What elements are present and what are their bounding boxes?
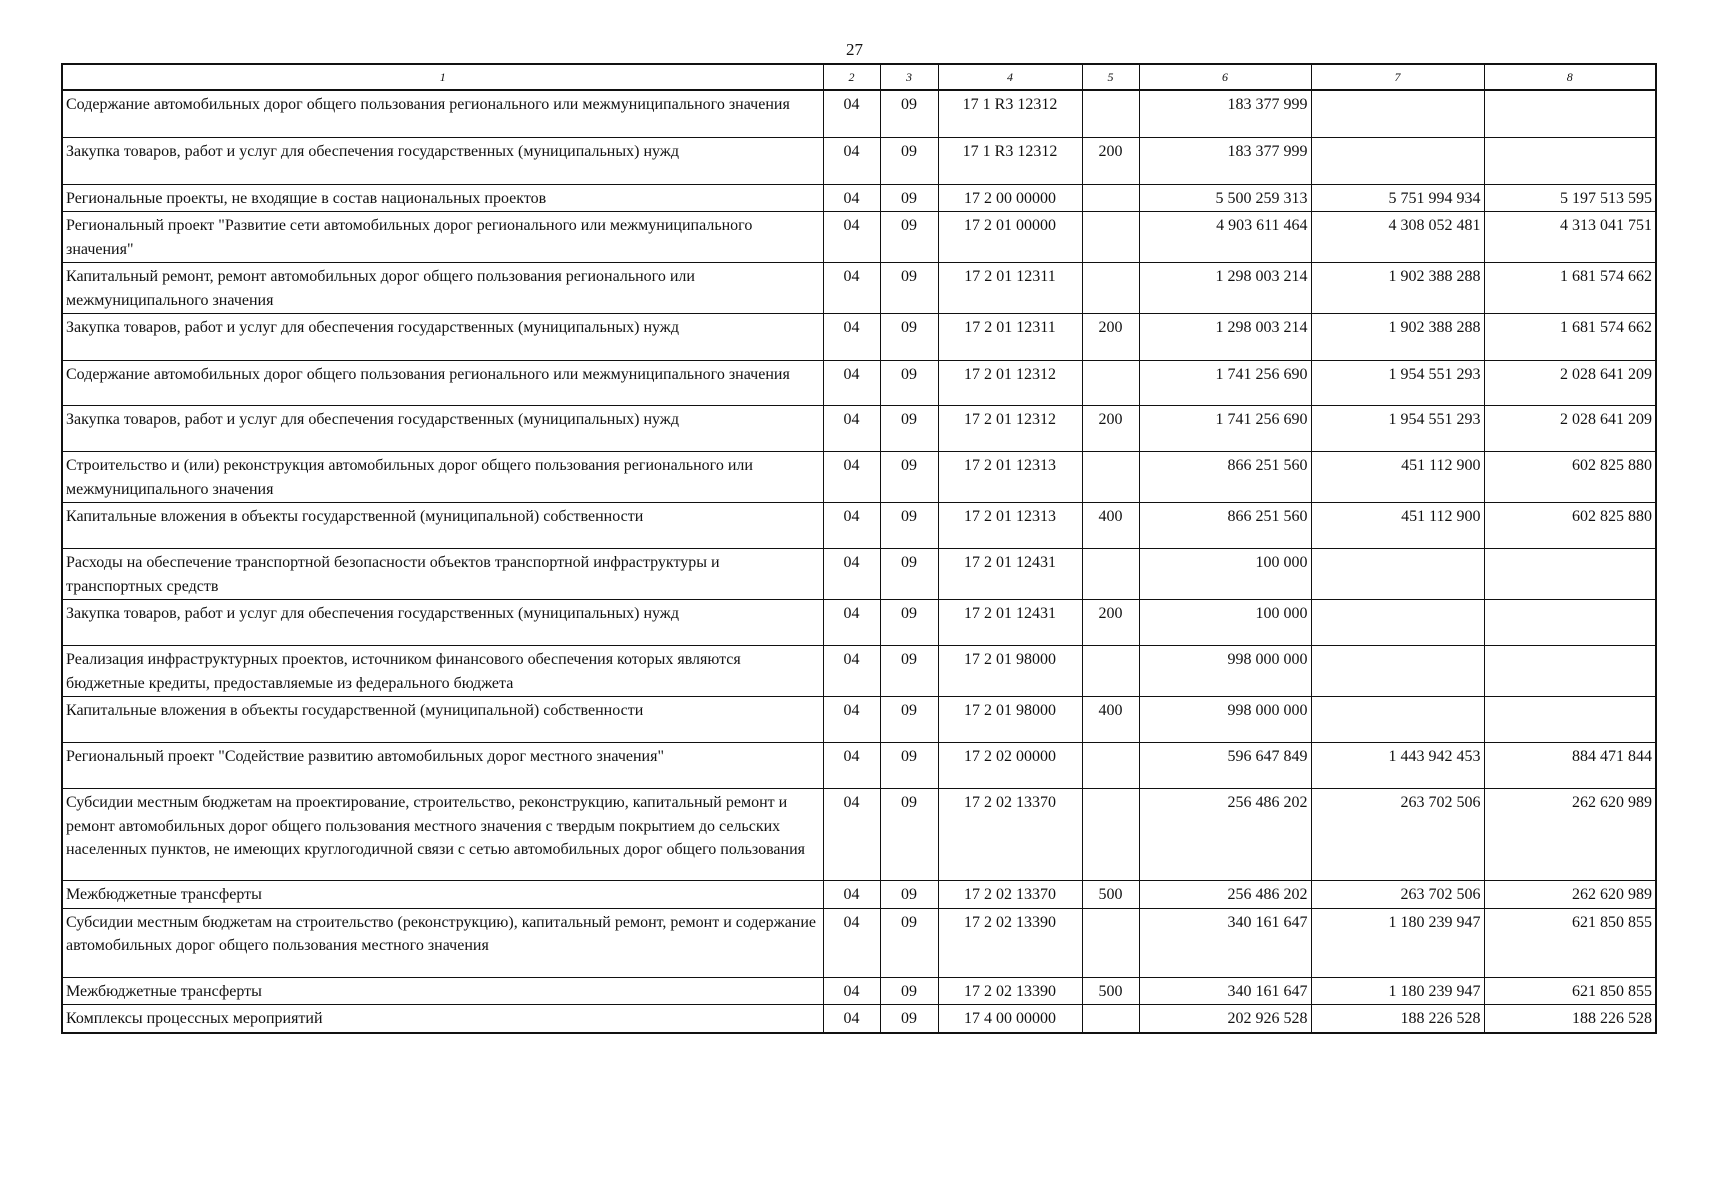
row-subsection: 09: [880, 314, 938, 361]
row-target-code: 17 2 01 12313: [938, 503, 1082, 549]
row-expense-type: [1082, 1005, 1139, 1033]
row-amount-8: 621 850 855: [1484, 908, 1656, 977]
row-section: 04: [823, 263, 880, 314]
row-target-code: 17 4 00 00000: [938, 1005, 1082, 1033]
row-subsection: 09: [880, 646, 938, 697]
row-amount-8: [1484, 646, 1656, 697]
row-subsection: 09: [880, 263, 938, 314]
table-row: [62, 600, 1656, 646]
row-amount-7: 1 902 388 288: [1311, 314, 1484, 361]
table-row: [62, 361, 1656, 406]
table-row: [62, 646, 1656, 697]
row-amount-7: 1 443 942 453: [1311, 743, 1484, 789]
column-header: 6: [1139, 64, 1311, 90]
row-subsection: 09: [880, 1005, 938, 1033]
row-section: 04: [823, 314, 880, 361]
row-amount-6: 1 298 003 214: [1139, 314, 1311, 361]
row-amount-7: [1311, 646, 1484, 697]
row-expense-type: 500: [1082, 881, 1139, 909]
row-target-code: 17 2 00 00000: [938, 184, 1082, 212]
row-expense-type: [1082, 789, 1139, 881]
row-amount-7: 1 180 239 947: [1311, 977, 1484, 1005]
row-section: 04: [823, 90, 880, 137]
row-amount-8: [1484, 137, 1656, 184]
row-amount-7: 451 112 900: [1311, 503, 1484, 549]
row-amount-6: 256 486 202: [1139, 881, 1311, 909]
column-header: 3: [880, 64, 938, 90]
row-section: 04: [823, 1005, 880, 1033]
row-target-code: 17 2 02 13390: [938, 977, 1082, 1005]
column-header: 8: [1484, 64, 1656, 90]
table-row: [62, 908, 1656, 977]
row-name: Строительство и (или) реконструкция автомобильных дорог общего пользования регионального или межмуниципального значения: [62, 452, 823, 503]
row-subsection: 09: [880, 743, 938, 789]
budget-table: [61, 63, 1657, 1034]
row-amount-6: 340 161 647: [1139, 908, 1311, 977]
row-target-code: 17 2 01 12431: [938, 600, 1082, 646]
row-target-code: 17 2 02 13370: [938, 789, 1082, 881]
row-target-code: 17 2 01 12311: [938, 263, 1082, 314]
row-subsection: 09: [880, 212, 938, 263]
table-row: [62, 977, 1656, 1005]
row-target-code: 17 1 R3 12312: [938, 90, 1082, 137]
row-amount-6: 998 000 000: [1139, 697, 1311, 743]
row-amount-7: 263 702 506: [1311, 881, 1484, 909]
row-amount-6: 183 377 999: [1139, 90, 1311, 137]
row-subsection: 09: [880, 90, 938, 137]
row-amount-8: 5 197 513 595: [1484, 184, 1656, 212]
row-expense-type: [1082, 452, 1139, 503]
row-subsection: 09: [880, 184, 938, 212]
page-number: 27: [846, 40, 863, 59]
row-amount-8: 188 226 528: [1484, 1005, 1656, 1033]
row-amount-7: 1 954 551 293: [1311, 406, 1484, 452]
row-section: 04: [823, 881, 880, 909]
row-amount-6: 100 000: [1139, 549, 1311, 600]
table-row: [62, 90, 1656, 137]
row-subsection: 09: [880, 452, 938, 503]
row-subsection: 09: [880, 406, 938, 452]
row-subsection: 09: [880, 977, 938, 1005]
row-amount-8: 262 620 989: [1484, 789, 1656, 881]
row-amount-6: 596 647 849: [1139, 743, 1311, 789]
table-row: [62, 263, 1656, 314]
row-section: 04: [823, 908, 880, 977]
table-row: [62, 789, 1656, 881]
row-amount-6: 100 000: [1139, 600, 1311, 646]
row-amount-8: 884 471 844: [1484, 743, 1656, 789]
row-section: 04: [823, 646, 880, 697]
row-amount-8: 4 313 041 751: [1484, 212, 1656, 263]
row-section: 04: [823, 361, 880, 406]
row-amount-6: 256 486 202: [1139, 789, 1311, 881]
row-subsection: 09: [880, 600, 938, 646]
row-subsection: 09: [880, 789, 938, 881]
row-amount-7: 1 180 239 947: [1311, 908, 1484, 977]
row-amount-8: [1484, 600, 1656, 646]
row-target-code: 17 2 01 12311: [938, 314, 1082, 361]
row-amount-8: [1484, 90, 1656, 137]
row-amount-8: [1484, 549, 1656, 600]
row-name: Реализация инфраструктурных проектов, источником финансового обеспечения которых являются бюджетные кредиты, предоставляемые из федерального бюджета: [62, 646, 823, 697]
row-amount-7: 451 112 900: [1311, 452, 1484, 503]
row-amount-6: 5 500 259 313: [1139, 184, 1311, 212]
row-name: Субсидии местным бюджетам на проектирование, строительство, реконструкцию, капитальный ремонт и ремонт автомобильных дорог общего пользования местного значения с твердым покрытием до сельских населенных пунктов, не имеющих круглогодичной связи с сетью автомобильных дорог общего пользования: [62, 789, 823, 881]
row-expense-type: 400: [1082, 503, 1139, 549]
row-amount-7: 5 751 994 934: [1311, 184, 1484, 212]
row-section: 04: [823, 549, 880, 600]
row-amount-6: 1 741 256 690: [1139, 406, 1311, 452]
row-expense-type: 200: [1082, 137, 1139, 184]
row-section: 04: [823, 184, 880, 212]
row-expense-type: [1082, 549, 1139, 600]
header-row: [62, 64, 1656, 90]
table-row: [62, 314, 1656, 361]
column-header: 1: [62, 64, 823, 90]
table-row: [62, 697, 1656, 743]
row-name: Региональный проект "Содействие развитию автомобильных дорог местного значения": [62, 743, 823, 789]
row-amount-7: [1311, 137, 1484, 184]
row-target-code: 17 1 R3 12312: [938, 137, 1082, 184]
column-header: 5: [1082, 64, 1139, 90]
row-name: Капитальные вложения в объекты государственной (муниципальной) собственности: [62, 503, 823, 549]
column-header: 4: [938, 64, 1082, 90]
row-target-code: 17 2 01 12431: [938, 549, 1082, 600]
row-amount-8: 602 825 880: [1484, 503, 1656, 549]
row-amount-6: 202 926 528: [1139, 1005, 1311, 1033]
row-name: Закупка товаров, работ и услуг для обеспечения государственных (муниципальных) нужд: [62, 137, 823, 184]
table-row: [62, 881, 1656, 909]
table-row: [62, 212, 1656, 263]
row-name: Капитальные вложения в объекты государственной (муниципальной) собственности: [62, 697, 823, 743]
row-expense-type: 500: [1082, 977, 1139, 1005]
row-subsection: 09: [880, 549, 938, 600]
row-expense-type: 200: [1082, 314, 1139, 361]
row-subsection: 09: [880, 361, 938, 406]
row-amount-8: [1484, 697, 1656, 743]
row-amount-6: 998 000 000: [1139, 646, 1311, 697]
table-row: [62, 406, 1656, 452]
row-name: Капитальный ремонт, ремонт автомобильных дорог общего пользования регионального или межмуниципального значения: [62, 263, 823, 314]
table-row: [62, 137, 1656, 184]
row-amount-7: [1311, 90, 1484, 137]
row-target-code: 17 2 01 98000: [938, 646, 1082, 697]
row-target-code: 17 2 01 12312: [938, 406, 1082, 452]
row-section: 04: [823, 600, 880, 646]
row-name: Закупка товаров, работ и услуг для обеспечения государственных (муниципальных) нужд: [62, 406, 823, 452]
column-header: 2: [823, 64, 880, 90]
row-name: Региональный проект "Развитие сети автомобильных дорог регионального или межмуниципального значения": [62, 212, 823, 263]
row-expense-type: [1082, 90, 1139, 137]
row-name: Расходы на обеспечение транспортной безопасности объектов транспортной инфраструктуры и транспортных средств: [62, 549, 823, 600]
row-expense-type: [1082, 743, 1139, 789]
row-amount-7: 4 308 052 481: [1311, 212, 1484, 263]
row-name: Содержание автомобильных дорог общего пользования регионального или межмуниципального значения: [62, 361, 823, 406]
row-amount-7: [1311, 549, 1484, 600]
row-section: 04: [823, 503, 880, 549]
row-amount-6: 1 741 256 690: [1139, 361, 1311, 406]
row-amount-8: 2 028 641 209: [1484, 361, 1656, 406]
row-section: 04: [823, 977, 880, 1005]
row-expense-type: 200: [1082, 600, 1139, 646]
row-name: Содержание автомобильных дорог общего пользования регионального или межмуниципального значения: [62, 90, 823, 137]
row-expense-type: [1082, 263, 1139, 314]
table-body: [62, 90, 1656, 1033]
row-amount-6: 866 251 560: [1139, 503, 1311, 549]
row-expense-type: 400: [1082, 697, 1139, 743]
table-row: [62, 184, 1656, 212]
table-row: [62, 452, 1656, 503]
row-amount-7: 1 902 388 288: [1311, 263, 1484, 314]
row-amount-7: 1 954 551 293: [1311, 361, 1484, 406]
table-row: [62, 1005, 1656, 1033]
row-name: Закупка товаров, работ и услуг для обеспечения государственных (муниципальных) нужд: [62, 600, 823, 646]
row-amount-8: 621 850 855: [1484, 977, 1656, 1005]
row-subsection: 09: [880, 503, 938, 549]
row-target-code: 17 2 02 13370: [938, 881, 1082, 909]
row-amount-7: 263 702 506: [1311, 789, 1484, 881]
row-amount-6: 866 251 560: [1139, 452, 1311, 503]
row-target-code: 17 2 02 13390: [938, 908, 1082, 977]
table-row: [62, 743, 1656, 789]
row-amount-8: 1 681 574 662: [1484, 314, 1656, 361]
row-subsection: 09: [880, 697, 938, 743]
row-amount-6: 1 298 003 214: [1139, 263, 1311, 314]
row-name: Региональные проекты, не входящие в состав национальных проектов: [62, 184, 823, 212]
row-name: Закупка товаров, работ и услуг для обеспечения государственных (муниципальных) нужд: [62, 314, 823, 361]
row-amount-8: 2 028 641 209: [1484, 406, 1656, 452]
row-target-code: 17 2 01 98000: [938, 697, 1082, 743]
row-target-code: 17 2 01 12313: [938, 452, 1082, 503]
row-section: 04: [823, 789, 880, 881]
row-name: Межбюджетные трансферты: [62, 977, 823, 1005]
row-expense-type: [1082, 646, 1139, 697]
row-target-code: 17 2 01 00000: [938, 212, 1082, 263]
row-section: 04: [823, 743, 880, 789]
row-target-code: 17 2 02 00000: [938, 743, 1082, 789]
row-subsection: 09: [880, 908, 938, 977]
row-expense-type: 200: [1082, 406, 1139, 452]
row-amount-6: 4 903 611 464: [1139, 212, 1311, 263]
row-amount-7: [1311, 697, 1484, 743]
row-expense-type: [1082, 212, 1139, 263]
row-name: Межбюджетные трансферты: [62, 881, 823, 909]
row-expense-type: [1082, 361, 1139, 406]
row-amount-8: 262 620 989: [1484, 881, 1656, 909]
row-name: Субсидии местным бюджетам на строительство (реконструкцию), капитальный ремонт, ремонт и содержание автомобильных дорог общего пользования местного значения: [62, 908, 823, 977]
row-amount-6: 340 161 647: [1139, 977, 1311, 1005]
row-section: 04: [823, 137, 880, 184]
row-expense-type: [1082, 184, 1139, 212]
row-amount-6: 183 377 999: [1139, 137, 1311, 184]
row-subsection: 09: [880, 137, 938, 184]
column-header: 7: [1311, 64, 1484, 90]
table-row: [62, 503, 1656, 549]
row-section: 04: [823, 406, 880, 452]
row-amount-8: 602 825 880: [1484, 452, 1656, 503]
row-name: Комплексы процессных мероприятий: [62, 1005, 823, 1033]
row-amount-7: 188 226 528: [1311, 1005, 1484, 1033]
row-section: 04: [823, 697, 880, 743]
row-amount-8: 1 681 574 662: [1484, 263, 1656, 314]
row-expense-type: [1082, 908, 1139, 977]
table-header: [62, 64, 1656, 90]
row-amount-7: [1311, 600, 1484, 646]
row-subsection: 09: [880, 881, 938, 909]
row-target-code: 17 2 01 12312: [938, 361, 1082, 406]
row-section: 04: [823, 212, 880, 263]
table-row: [62, 549, 1656, 600]
row-section: 04: [823, 452, 880, 503]
